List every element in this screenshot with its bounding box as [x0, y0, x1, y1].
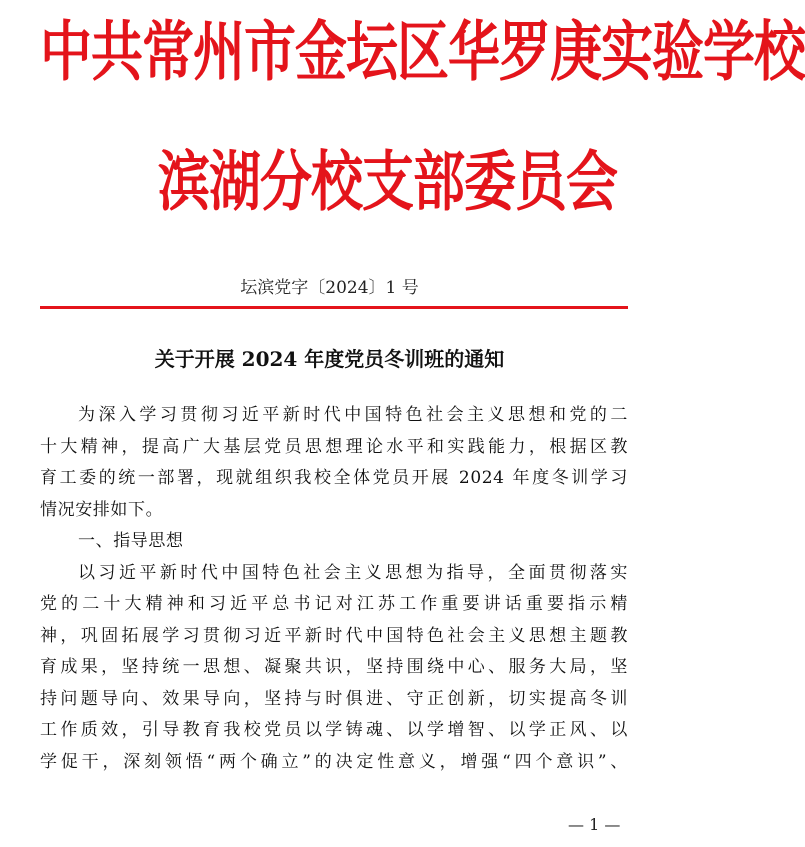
section-heading: 一、指导思想: [78, 531, 184, 551]
document-title: 关于开展 2024 年度党员冬训班的通知: [154, 347, 505, 371]
issuer-name-line-1: 中共常州市金坛区华罗庚实验学校: [40, 15, 805, 90]
paragraph-line: 神，巩固拓展学习贯彻习近平新时代中国特色社会主义思想主题教: [40, 625, 628, 646]
red-divider-line: [40, 306, 628, 309]
page-number: — 1 —: [568, 815, 621, 834]
paragraph-line: 党的二十大精神和习近平总书记对江苏工作重要讲话重要指示精: [40, 594, 628, 614]
section-guiding-ideology: [40, 526, 628, 778]
document-number: 坛滨党字〔2024〕1 号: [240, 278, 419, 298]
intro-paragraph: [40, 400, 628, 526]
paragraph-line: 情况安排如下。: [40, 499, 164, 520]
paragraph-line: 以习近平新时代中国特色社会主义思想为指导，全面贯彻落实: [78, 562, 628, 583]
paragraph-line: 持问题导向、效果导向，坚持与时俱进、守正创新，切实提高冬训: [40, 688, 628, 709]
paragraph-line: 为深入学习贯彻习近平新时代中国特色社会主义思想和党的二: [78, 405, 628, 425]
paragraph-line: 十大精神，提高广大基层党员思想理论水平和实践能力，根据区教: [40, 436, 628, 457]
paragraph-line: 育成果，坚持统一思想、凝聚共识，坚持围绕中心、服务大局，坚: [40, 657, 628, 677]
paragraph-line: 学促干，深刻领悟“两个确立”的决定性意义，增强“四个意识”、: [40, 751, 628, 772]
paragraph-line: 育工委的统一部署，现就组织我校全体党员开展 2024 年度冬训学习: [40, 468, 628, 488]
paragraph-line: 工作质效，引导教育我校党员以学铸魂、以学增智、以学正风、以: [40, 720, 628, 740]
issuer-name-line-2: 滨湖分校支部委员会: [158, 145, 618, 220]
